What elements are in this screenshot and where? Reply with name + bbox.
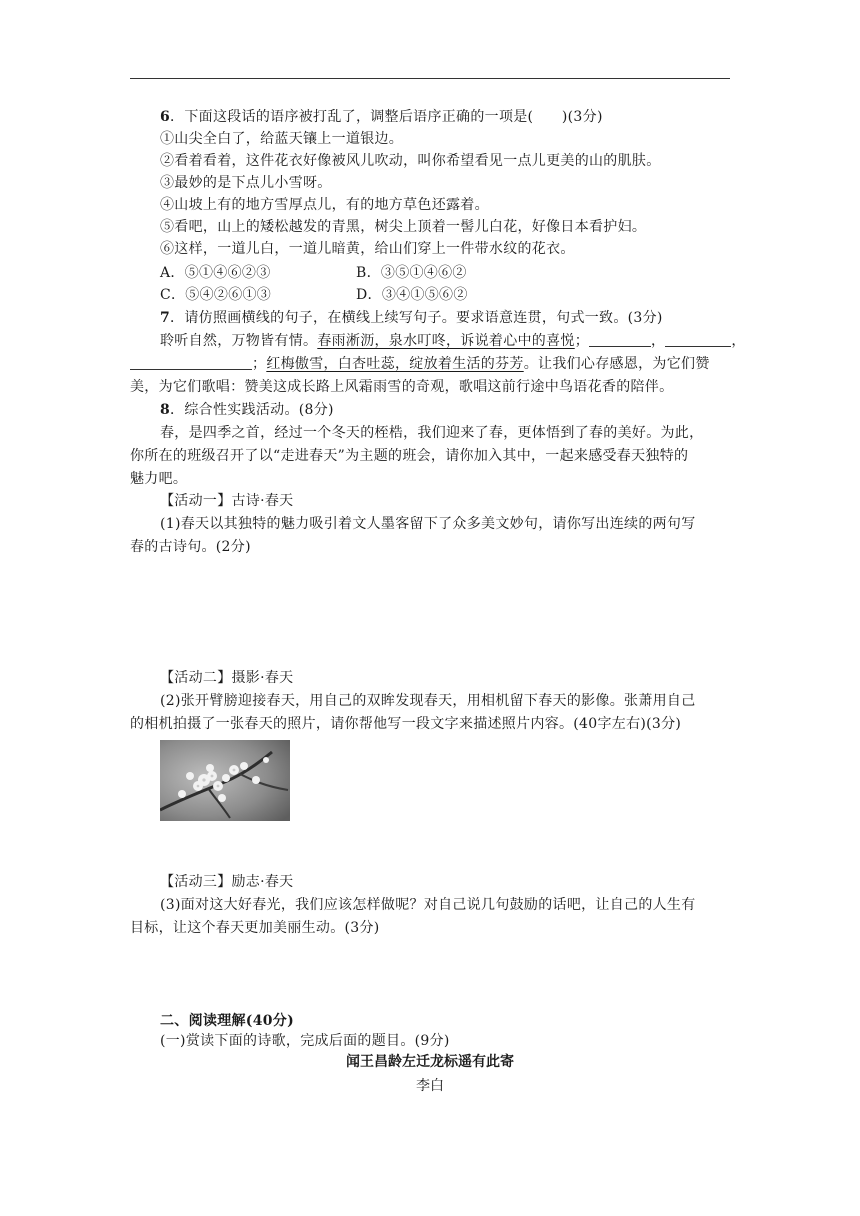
- q6-sentence-3: ③最妙的是下点儿小雪呀。: [160, 175, 332, 191]
- q7-model-sentence: 春雨淅沥，泉水叮咚，诉说着心中的喜悦: [317, 333, 575, 349]
- activity1-title: 【活动一】古诗·春天: [160, 493, 294, 509]
- activity2-question-2: 的相机拍摄了一张春天的照片，请你帮他写一段文字来描述照片内容。(40字左右)(3分): [130, 716, 682, 732]
- activity1-question-2: 春的古诗句。(2分): [130, 539, 251, 555]
- activity3-question-2: 目标，让这个春天更加美丽生动。(3分): [130, 920, 380, 936]
- poem-author: 李白: [416, 1078, 444, 1094]
- q7-blank-2[interactable]: [665, 332, 731, 347]
- q8-stem: 8．综合性实践活动。(8分): [160, 402, 334, 418]
- section2-heading: 二、阅读理解(40分): [160, 1013, 295, 1029]
- header-rule: [130, 78, 730, 79]
- q6-sentence-5: ⑤看吧，山上的矮松越发的青黑，树尖上顶着一髻儿白花，好像日本看护妇。: [160, 219, 647, 235]
- blossom-image: [160, 740, 290, 821]
- poem-title: 闻王昌龄左迁龙标遥有此寄: [346, 1054, 514, 1070]
- activity2-question-1: (2)张开臂膀迎接春天，用自己的双眸发现春天，用相机留下春天的影像。张萧用自己: [160, 693, 696, 709]
- q7-line-3: 美，为它们歌唱：赞美这成长路上风霜雨雪的奇观，歌唱这前行途中鸟语花香的陪伴。: [130, 379, 674, 395]
- q8-intro-3: 魅力吧。: [130, 471, 188, 487]
- activity1-question-1: (1)春天以其独特的魅力吸引着文人墨客留下了众多美文妙句，请你写出连续的两句写: [160, 516, 696, 532]
- q8-intro-1: 春，是四季之首，经过一个冬天的桎梏，我们迎来了春，更体悟到了春的美好。为此，: [160, 425, 704, 441]
- q6-sentence-2: ②看着看着，这件花衣好像被风儿吹动，叫你希望看见一点儿更美的山的肌肤。: [160, 153, 661, 169]
- activity2-title: 【活动二】摄影·春天: [160, 670, 294, 686]
- q7-line-1: 聆听自然，万物皆有情。春雨淅沥，泉水叮咚，诉说着心中的喜悦； ， ，: [160, 333, 746, 349]
- q8-intro-2: 你所在的班级召开了以“走进春天”为主题的班会，请你加入其中，一起来感受春天独特的: [130, 448, 689, 464]
- q6-sentence-4: ④山坡上有的地方雪厚点儿，有的地方草色还露着。: [160, 197, 489, 213]
- spring-blossom-photo: [160, 740, 290, 821]
- q7-blank-3[interactable]: [130, 355, 252, 370]
- q7-model-sentence-2: 红梅傲雪，白杏吐蕊，绽放着生活的芬芳: [266, 356, 524, 372]
- q7-line-2: ；红梅傲雪，白杏吐蕊，绽放着生活的芬芳。让我们心存感恩，为它们赞: [130, 353, 710, 375]
- activity3-title: 【活动三】励志·春天: [160, 874, 294, 890]
- q7-stem: 7．请仿照画横线的句子，在横线上续写句子。要求语意连贯，句式一致。(3分): [160, 310, 663, 326]
- section2-subheading: (一)赏读下面的诗歌，完成后面的题目。(9分): [160, 1033, 450, 1049]
- q6-option-b: B．③⑤①④⑥②: [356, 265, 467, 281]
- q7-blank-1[interactable]: [589, 332, 651, 347]
- q6-sentence-6: ⑥这样，一道儿白，一道儿暗黄，给山们穿上一件带水纹的花衣。: [160, 241, 575, 257]
- q6-option-a: A．⑤①④⑥②③: [160, 265, 271, 281]
- q6-sentence-1: ①山尖全白了，给蓝天镶上一道银边。: [160, 131, 404, 147]
- activity3-question-1: (3)面对这大好春光，我们应该怎样做呢？对自己说几句鼓励的话吧，让自己的人生有: [160, 897, 696, 913]
- q6-stem: 6．下面这段话的语序被打乱了，调整后语序正确的一项是( )(3分): [160, 109, 603, 125]
- q6-option-d: D．③④①⑤⑥②: [356, 287, 468, 303]
- q6-option-c: C．⑤④②⑥①③: [160, 287, 272, 303]
